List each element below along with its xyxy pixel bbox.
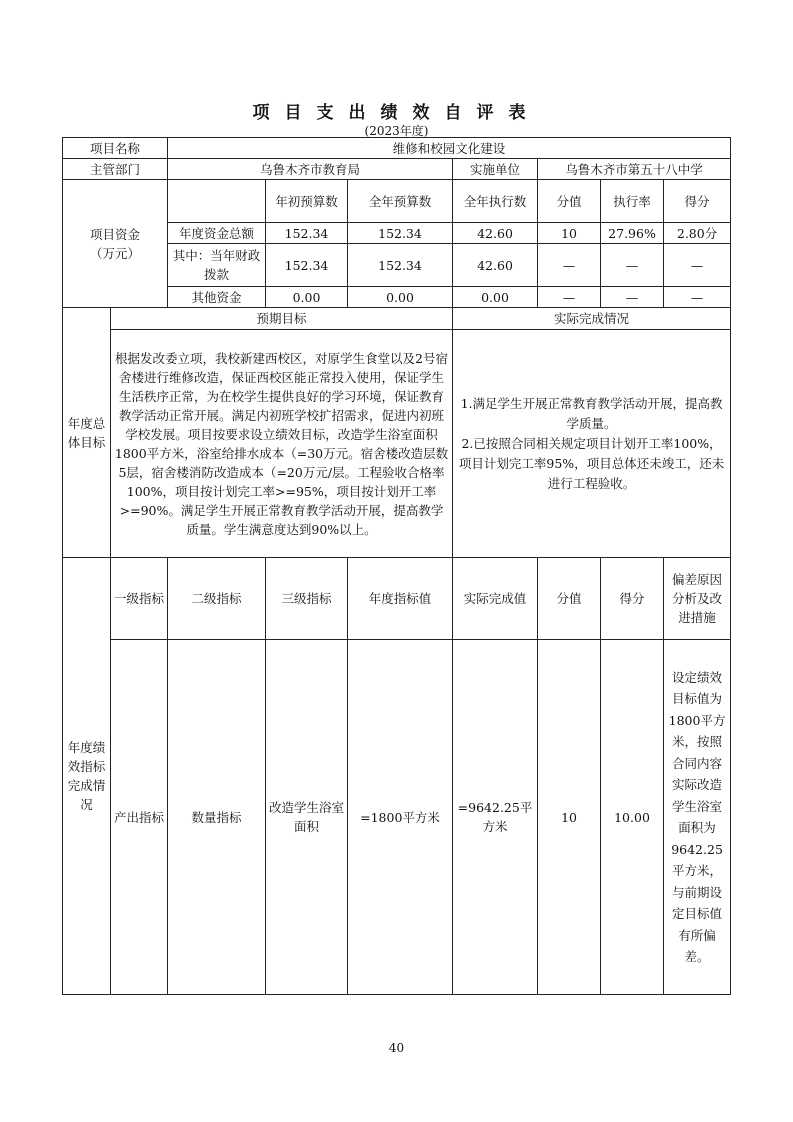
funds-cell: 27.96% <box>601 223 664 244</box>
goals-expected-header: 预期目标 <box>111 308 453 330</box>
indicator-level2: 数量指标 <box>168 640 266 995</box>
document-title: 项目支出绩效自评表 <box>252 103 541 123</box>
goals-header-row <box>63 308 731 330</box>
funds-row-label: 其中：当年财政拨款 <box>168 244 266 287</box>
indicator-score: 10.00 <box>601 640 664 995</box>
funds-header-executed: 全年执行数 <box>453 180 538 223</box>
indicators-header-score: 得分 <box>601 558 664 640</box>
funds-cell: 0.00 <box>348 287 453 308</box>
indicators-header-level3: 三级指标 <box>266 558 348 640</box>
indicators-header-row <box>63 558 731 640</box>
indicator-row <box>63 640 731 995</box>
funds-header-initial-budget: 年初预算数 <box>266 180 348 223</box>
indicators-header-level1: 一级指标 <box>111 558 168 640</box>
self-evaluation-table <box>62 137 731 995</box>
dept-value: 乌鲁木齐市教育局 <box>168 159 453 180</box>
funds-cell: — <box>538 244 601 287</box>
indicator-score-max: 10 <box>538 640 601 995</box>
funds-cell: 42.60 <box>453 223 538 244</box>
indicators-header-level2: 二级指标 <box>168 558 266 640</box>
dept-label: 主管部门 <box>63 159 168 180</box>
funds-cell: — <box>538 287 601 308</box>
funds-cell: — <box>601 287 664 308</box>
funds-cell: — <box>664 287 731 308</box>
funds-header-annual-budget: 全年预算数 <box>348 180 453 223</box>
indicators-header-deviation: 偏差原因分析及改进措施 <box>664 558 731 640</box>
funds-cell: 10 <box>538 223 601 244</box>
project-name-label: 项目名称 <box>63 138 168 159</box>
funds-cell: 152.34 <box>348 223 453 244</box>
page-number: 40 <box>388 1041 405 1055</box>
indicators-header-score-max: 分值 <box>538 558 601 640</box>
funds-cell: 0.00 <box>453 287 538 308</box>
funds-row-label: 其他资金 <box>168 287 266 308</box>
goals-label: 年度总体目标 <box>63 308 111 558</box>
project-name-row <box>63 138 731 159</box>
funds-cell: 42.60 <box>453 244 538 287</box>
funds-corner <box>168 180 266 223</box>
funds-header-score-max: 分值 <box>538 180 601 223</box>
funds-header-row <box>63 180 731 223</box>
funds-cell: — <box>664 244 731 287</box>
funds-row-label: 年度资金总额 <box>168 223 266 244</box>
funds-label: 项目资金 （万元） <box>63 180 168 308</box>
goals-expected-text: 根据发改委立项，我校新建西校区，对原学生食堂以及2号宿舍楼进行维修改造，保证西校区能正常投入使用，保证学生生活秩序正常，为在校学生提供良好的学习环境，保证教育教学活动正常开展。满足内初班学校扩招需求，促进内初班学校发展。项目按要求设立绩效目标，改造学生浴室面积1800平方米，浴室给排水成本（=30万元。宿舍楼改造层数5层，宿舍楼消防改造成本（=20万元/层。工程验收合格率100%，项目按计划完工率>=95%，项目按计划开工率>=90%。满足学生开展正常教育教学活动开展，提高教学质量。学生满意度达到90%以上。 <box>111 330 453 558</box>
indicator-target: =1800平方米 <box>348 640 453 995</box>
indicator-level3: 改造学生浴室面积 <box>266 640 348 995</box>
indicators-label: 年度绩效指标完成情况 <box>63 558 111 995</box>
funds-cell: 2.80分 <box>664 223 731 244</box>
goals-content-row <box>63 330 731 558</box>
impl-value: 乌鲁木齐市第五十八中学 <box>538 159 731 180</box>
goals-actual-text: 1.满足学生开展正常教育教学活动开展，提高教学质量。 2.已按照合同相关规定项目计划开工率100%，项目计划完工率95%，项目总体还未竣工，还未进行工程验收。 <box>453 330 731 558</box>
document-year: (2023年度) <box>364 124 429 138</box>
funds-cell: 152.34 <box>266 244 348 287</box>
funds-cell: — <box>601 244 664 287</box>
department-row <box>63 159 731 180</box>
indicator-deviation-note: 设定绩效目标值为1800平方米，按照合同内容实际改造学生浴室面积为9642.25平方米，与前期设定目标值有所偏差。 <box>664 640 731 995</box>
impl-label: 实施单位 <box>453 159 538 180</box>
indicators-header-target: 年度指标值 <box>348 558 453 640</box>
funds-header-rate: 执行率 <box>601 180 664 223</box>
funds-header-score: 得分 <box>664 180 731 223</box>
funds-cell: 0.00 <box>266 287 348 308</box>
indicator-level1: 产出指标 <box>111 640 168 995</box>
indicators-header-actual: 实际完成值 <box>453 558 538 640</box>
funds-cell: 152.34 <box>266 223 348 244</box>
goals-actual-header: 实际完成情况 <box>453 308 731 330</box>
indicator-actual: =9642.25平方米 <box>453 640 538 995</box>
project-name-value: 维修和校园文化建设 <box>168 138 731 159</box>
funds-cell: 152.34 <box>348 244 453 287</box>
